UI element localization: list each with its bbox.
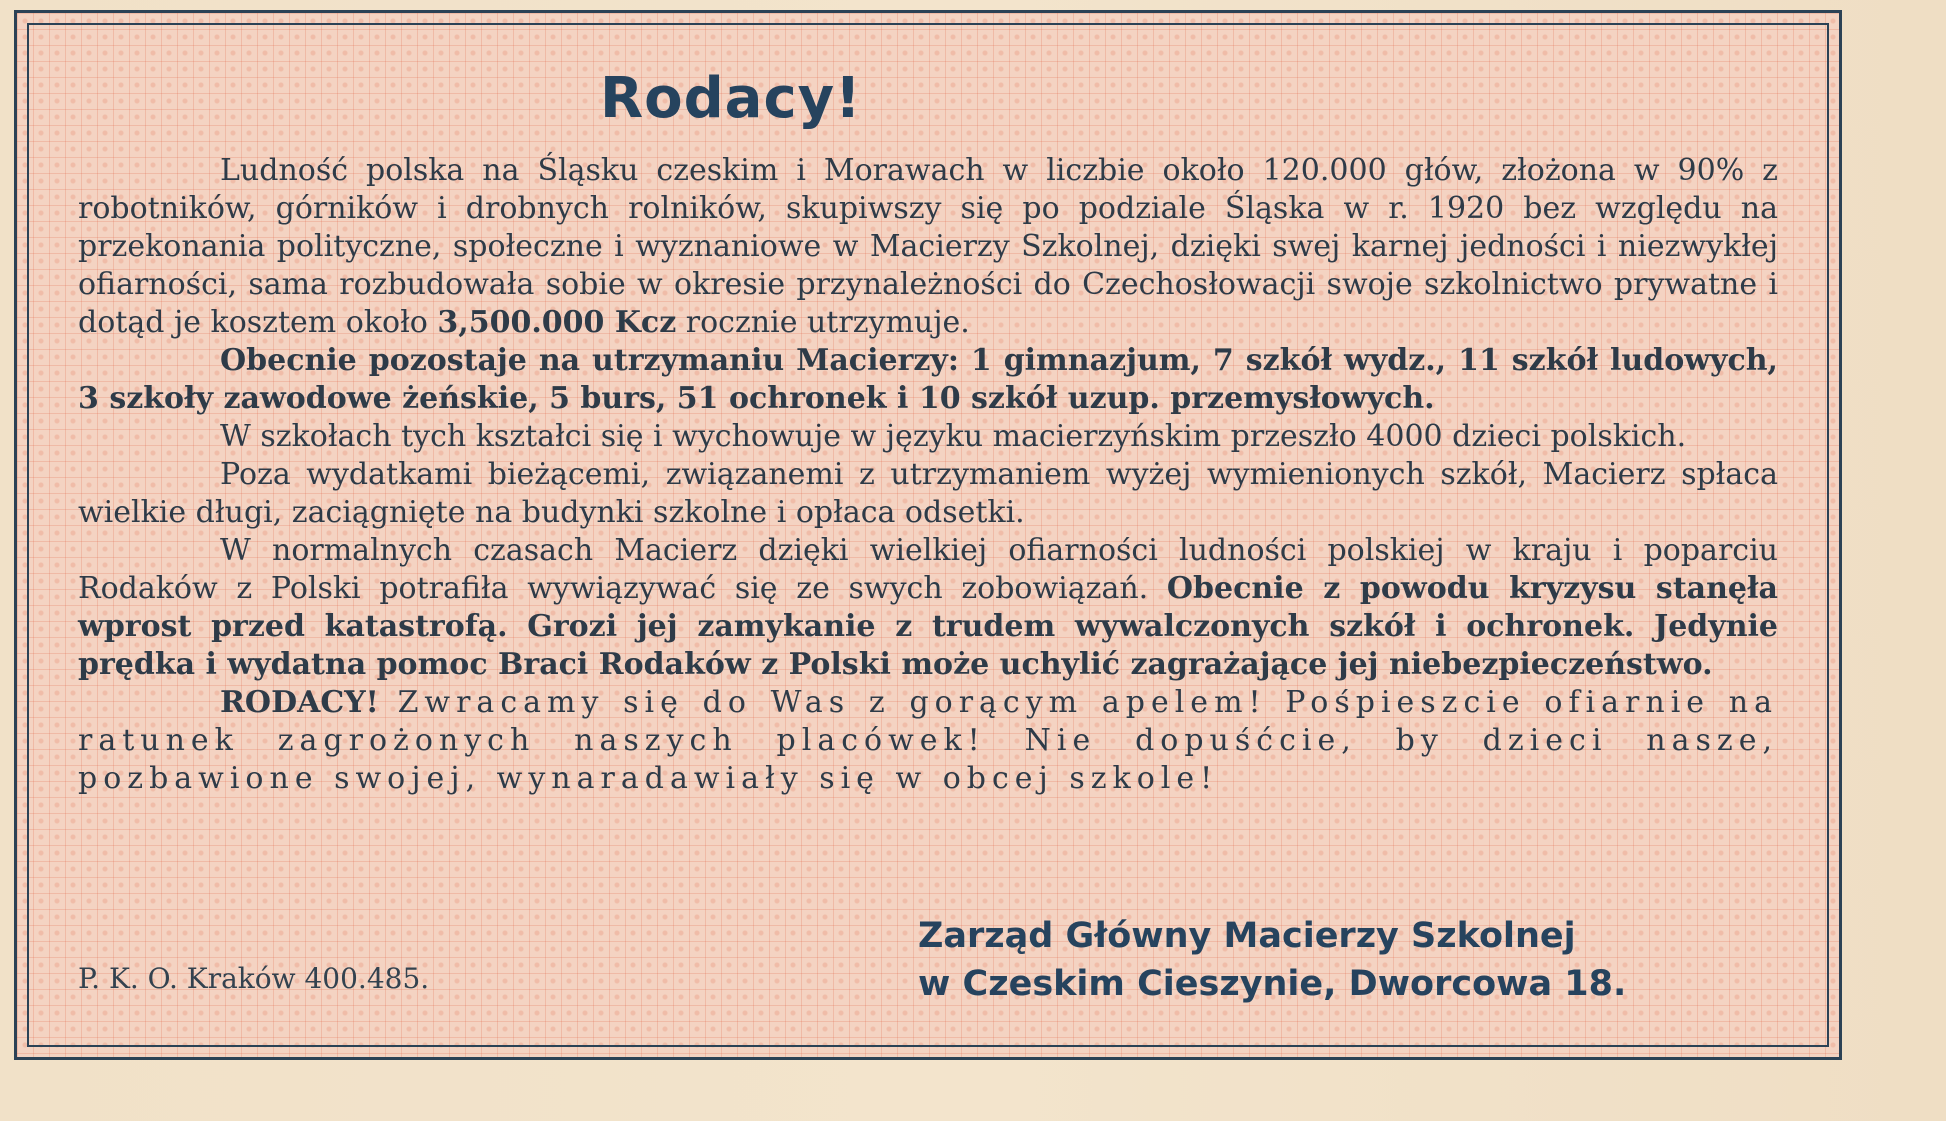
paragraph-4: Poza wydatkami bieżącemi, związanemi z utrzymaniem wyżej wymienionych szkół, Macierz spłaca wielkie długi, zaciągnięte na budynki szkolne i opłaca odsetki. (78, 457, 1778, 530)
p1-text: Ludność polska na Śląsku czeskim i Morawach w liczbie około 120.000 głów, złożona w 90% z robotników, górników i drobnych rolników, skupiwszy się po podziale Śląska w r. 1920 bez względu na przekonania polityczne, społeczne i wyznaniowe w Macierzy Szkolnej, dzięki swej karnej jedności i niezwykłej ofiarności, sama rozbudowała sobie w okresie przynależności do Czechosłowacji swoje szkolnictwo prywatne i dotąd je kosztem około (78, 153, 1778, 340)
heading: Rodacy! (600, 66, 862, 131)
appeal-text (78, 152, 1778, 798)
p6-text: Zwracamy się do Was z gorącym apelem! Pośpieszcie ofiarnie na ratunek zagrożonych naszych placówek! Nie dopuśćcie, by dzieci nasze, pozbawione swojej, wynaradawiały się w obcej szkole! (78, 685, 1778, 796)
paragraph-1 (78, 152, 1778, 342)
p5-bold: Obecnie z powodu kryzysu stanęła wprost przed katastrofą. Grozi jej zamykanie z trudem wywalczonych szkół i ochronek. Jedynie prędka i wydatna pomoc Braci Rodaków z Polski może uchylić zagrażające jej niebezpieczeństwo. (78, 571, 1778, 682)
p5-text: W normalnych czasach Macierz dzięki wielkiej ofiarności ludności polskiej w kraju i poparciu Rodaków z Polski potrafiła wywiązywać się ze swych zobowiązań. (78, 533, 1778, 606)
paragraph-6 (78, 684, 1778, 798)
paragraph-2: Obecnie pozostaje na utrzymaniu Macierzy: 1 gimnazjum, 7 szkół wydz., 11 szkół ludowych, 3 szkoły zawodowe żeńskie, 5 burs, 51 ochronek i 10 szkół uzup. przemysłowych. (78, 343, 1778, 416)
p1-amount: 3,500.000 Kcz (437, 305, 677, 340)
signature-line-1: Zarząd Główny Macierzy Szkolnej (918, 916, 1576, 956)
paragraph-5 (78, 532, 1778, 684)
signature (918, 912, 1626, 1008)
p1-end: rocznie utrzymuje. (676, 305, 970, 340)
account-number: P. K. O. Kraków 400.485. (78, 962, 430, 995)
p6-bold: RODACY! (220, 685, 379, 720)
paragraph-3: W szkołach tych kształci się i wychowuje w języku macierzyńskim przeszło 4000 dzieci polskich. (220, 419, 1687, 454)
signature-line-2: w Czeskim Cieszynie, Dworcowa 18. (918, 964, 1627, 1004)
